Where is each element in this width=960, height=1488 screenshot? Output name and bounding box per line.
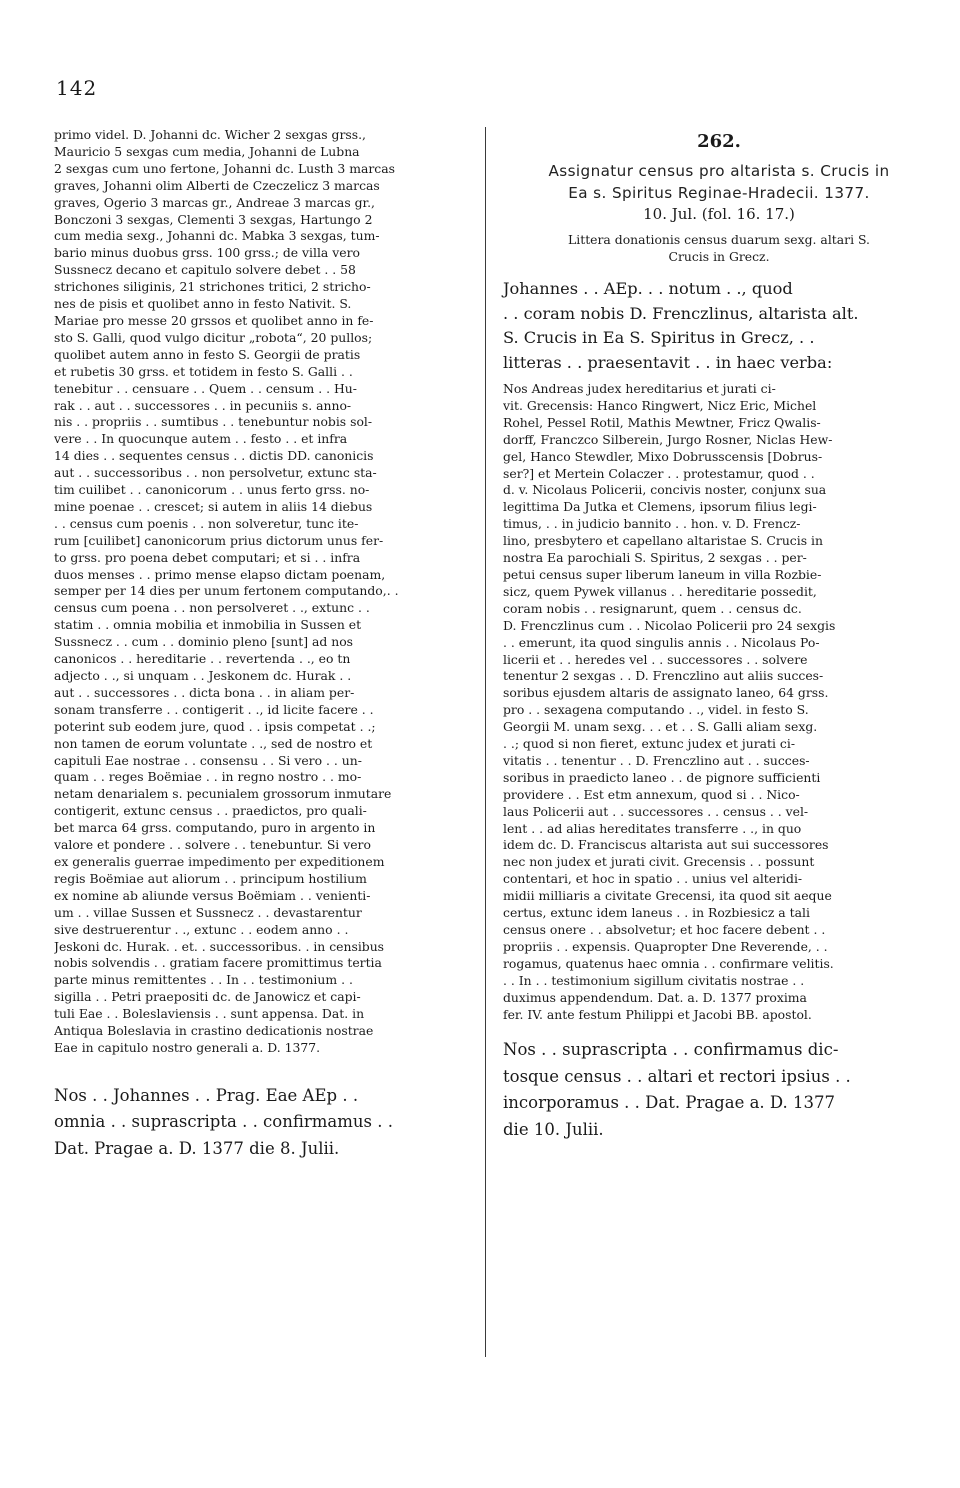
- text-line: legittima Da Jutka et Clemens, ipsorum filius legi-: [503, 499, 817, 515]
- text-line: vere . . In quocunque autem . . festo . . et infra: [54, 431, 348, 447]
- text-line: Nos Andreas judex hereditarius et jurati ci-: [503, 381, 776, 396]
- left-confirmation: [54, 1083, 478, 1163]
- text-line: capituli Eae nostrae . . consensu . . Si vero . . un-: [54, 752, 362, 768]
- text-line: 14 dies . . sequentes census . . dictis DD. canonicis: [54, 448, 374, 464]
- text-line: certus, extunc idem laneus . . in Rozbiesicz a tali: [503, 905, 810, 921]
- text-line: tenebitur . . censuare . . Quem . . censum . . Hu-: [54, 380, 357, 396]
- text-line: vitatis . . tenentur . . D. Frenczlino aut . . succes-: [503, 752, 810, 768]
- text-line: tuli Eae . . Boleslaviensis . . sunt appensa. Dat. in: [54, 1006, 365, 1022]
- text-line: Mariae pro messe 20 grssos et quolibet anno in fe-: [54, 312, 374, 328]
- heading-line: Assignatur census pro altarista s. Crucis in: [548, 162, 890, 180]
- text-line: sigilla . . Petri praepositi dc. de Janowicz et capi-: [54, 989, 361, 1005]
- text-line: mine poenae . . crescet; si autem in aliis 14 diebus: [54, 498, 373, 514]
- text-line: coram nobis . . resignarunt, quem . . census dc.: [503, 600, 802, 616]
- right-column: [503, 130, 935, 1143]
- text-line: ex nomine ab aliunde versus Boëmiam . . venienti-: [54, 887, 371, 903]
- text-line: graves, Johanni olim Alberti de Czeczelicz 3 marcas: [54, 177, 380, 193]
- confirmation-line: Dat. Pragae a. D. 1377 die 8. Julii.: [54, 1138, 340, 1158]
- text-line: valore et pondere . . solvere . . tenebuntur. Si vero: [54, 837, 371, 853]
- document-note: [503, 231, 935, 265]
- text-line: . . In . . testimonium sigillum civitatis nostrae . .: [503, 972, 805, 988]
- text-line: lino, presbytero et capellano altaristae S. Crucis in: [503, 533, 823, 549]
- text-line: bario minus duobus grss. 100 grss.; de villa vero: [54, 245, 360, 261]
- text-line: timus, . . in judicio bannito . . hon. v. D. Frencz-: [503, 516, 801, 532]
- confirmation-line: Nos . . suprascripta . . confirmamus dic-: [503, 1040, 839, 1060]
- text-line: nes de pisis et quolibet anno in festo Nativit. S.: [54, 296, 352, 312]
- text-line: nec non judex et jurati civit. Grecensis . . possunt: [503, 854, 815, 870]
- text-line: cum media sexg., Johanni dc. Mabka 3 sexgas, tum-: [54, 228, 380, 244]
- text-line: Rohel, Pessel Rotil, Mathis Mewtner, Fricz Qwalis-: [503, 414, 821, 430]
- text-line: . . emerunt, ita quod singulis annis . . Nicolaus Po-: [503, 634, 820, 650]
- text-line: contentari, et hoc in spatio . . unius vel alteridi-: [503, 871, 803, 887]
- text-line: Georgii M. unam sexg. . . et . . S. Galli aliam sexg.: [503, 719, 818, 735]
- text-line: idem dc. D. Franciscus altarista aut sui successores: [503, 837, 829, 853]
- text-line: strichones siliginis, 21 strichones tritici, 2 stricho-: [54, 279, 371, 295]
- text-line: quolibet autem anno in festo S. Georgii de pratis: [54, 346, 361, 362]
- text-line: Sussnecz . . cum . . dominio pleno [sunt] ad nos: [54, 634, 354, 650]
- text-line: statim . . omnia mobilia et inmobilia in Sussen et: [54, 617, 362, 633]
- text-line: ex generalis guerrae impedimento per expeditionem: [54, 853, 385, 869]
- text-line: Bonczoni 3 sexgas, Clementi 3 sexgas, Hartungo 2: [54, 211, 373, 227]
- text-line: providere . . Est etm annexum, quod si . . Nico-: [503, 786, 800, 802]
- text-line: sonam transferre . . contigerit . ., id licite facere . .: [54, 701, 374, 717]
- text-line: Jeskoni dc. Hurak. . et. . successoribus. . in censibus: [54, 938, 385, 954]
- text-line: nis . . propriis . . sumtibus . . tenebuntur nobis sol-: [54, 414, 373, 430]
- text-line: tim cuilibet . . canonicorum . . unus ferto grss. no-: [54, 482, 370, 498]
- text-line: Mauricio 5 sexgas cum media, Johanni de Lubna: [54, 143, 360, 159]
- right-confirmation: [503, 1037, 935, 1143]
- text-line: duximus appendendum. Dat. a. D. 1377 proxima: [503, 989, 807, 1005]
- text-line: aut . . successoribus . . non persolvetur, extunc sta-: [54, 465, 377, 481]
- document-number: 262.: [697, 131, 741, 152]
- note-line: Littera donationis census duarum sexg. altari S.: [568, 232, 870, 247]
- page-number: 142: [56, 76, 98, 100]
- heading-line: Ea s. Spiritus Reginae-Hradecii. 1377.: [568, 184, 870, 202]
- text-line: to grss. pro poena debet computari; et si . . infra: [54, 549, 361, 565]
- text-line: vit. Grecensis: Hanco Ringwert, Nicz Eric, Michel: [503, 397, 817, 413]
- text-line: pro . . sexagena computando . ., videl. in festo S.: [503, 702, 809, 718]
- column-divider: [485, 127, 486, 1357]
- text-line: laus Policerii aut . . successores . . census . . vel-: [503, 803, 809, 819]
- text-line: contigerit, extunc census . . praedictos, pro quali-: [54, 803, 367, 819]
- confirmation-line: omnia . . suprascripta . . confirmamus . .: [54, 1112, 393, 1132]
- text-line: graves, Ogerio 3 marcas gr., Andreae 3 marcas gr.,: [54, 194, 375, 210]
- text-line: sto S. Galli, quod vulgo dicitur „robota“, 20 pullos;: [54, 329, 373, 345]
- intro-line: . . coram nobis D. Frenczlinus, altarista alt.: [503, 303, 859, 323]
- text-line: rogamus, quatenus haec omnia . . confirmare velitis.: [503, 955, 834, 971]
- text-line: netam denarialem s. pecunialem grossorum inmutare: [54, 786, 392, 802]
- text-line: regis Boëmiae aut aliorum . . principum hostilium: [54, 870, 367, 886]
- text-line: propriis . . expensis. Quapropter Dne Reverende, . .: [503, 938, 828, 954]
- intro-line: Johannes . . AEp. . . notum . ., quod: [503, 279, 793, 298]
- text-line: semper per 14 dies per unum fertonem computando,. .: [54, 583, 399, 599]
- text-line: duos menses . . primo mense elapso dictam poenam,: [54, 566, 386, 582]
- text-line: lent . . ad alias hereditates transferre . ., in quo: [503, 820, 802, 836]
- text-line: Antiqua Boleslavia in crastino dedicationis nostrae: [54, 1023, 374, 1039]
- document-intro: [503, 277, 935, 375]
- text-line: petui census super liberum laneum in villa Rozbie-: [503, 566, 822, 582]
- text-line: d. v. Nicolaus Policerii, concivis noster, conjunx sua: [503, 482, 827, 498]
- text-line: nostra Ea parochiali S. Spiritus, 2 sexgas . . per-: [503, 550, 807, 566]
- confirmation-line: Nos . . Johannes . . Prag. Eae AEp . .: [54, 1085, 359, 1105]
- text-line: . . census cum poenis . . non solveretur, tunc ite-: [54, 515, 359, 531]
- text-line: tenentur 2 sexgas . . D. Frenczlino aut aliis succes-: [503, 668, 824, 684]
- text-line: ser?] et Mertein Colaczer . . protestamur, quod . .: [503, 465, 815, 481]
- text-line: soribus in praedicto laneo . . de pignore sufficienti: [503, 769, 821, 785]
- text-line: census onere . . absolvetur; et hoc facere debent . .: [503, 922, 826, 937]
- text-line: bet marca 64 grss. computando, puro in argento in: [54, 820, 376, 836]
- text-line: dorff, Franczco Silberein, Jurgo Rosner, Niclas Hew-: [503, 431, 833, 447]
- text-line: Eae in capitulo nostro generali a. D. 1377.: [54, 1039, 321, 1055]
- text-line: parte minus remittentes . . In . . testimonium . .: [54, 972, 353, 988]
- intro-line: litteras . . praesentavit . . in haec verba:: [503, 352, 833, 372]
- confirmation-line: incorporamus . . Dat. Pragae a. D. 1377: [503, 1093, 836, 1113]
- text-line: 2 sexgas cum uno fertone, Johanni dc. Lusth 3 marcas: [54, 160, 395, 176]
- document-heading: [503, 160, 935, 204]
- confirmation-line: die 10. Julii.: [503, 1119, 604, 1139]
- text-line: primo videl. D. Johanni dc. Wicher 2 sexgas grss.,: [54, 127, 366, 142]
- intro-line: S. Crucis in Ea S. Spiritus in Grecz, . .: [503, 328, 815, 347]
- text-line: soribus ejusdem altaris de assignato laneo, 64 grss.: [503, 685, 829, 701]
- text-line: aut . . successores . . dicta bona . . in aliam per-: [54, 684, 355, 700]
- text-line: Sussnecz decano et capitulo solvere debet . . 58: [54, 262, 356, 278]
- text-line: sive destruerentur . ., extunc . . eodem anno . .: [54, 921, 349, 937]
- text-line: . .; quod si non fieret, extunc judex et jurati ci-: [503, 736, 796, 752]
- left-body-text: [54, 127, 478, 1057]
- text-line: rak . . aut . . successores . . in pecuniis s. anno-: [54, 397, 352, 413]
- text-line: gel, Hanco Stewdler, Mixo Dobrusscensis [Dobrus-: [503, 448, 823, 464]
- text-line: um . . villae Sussen et Sussnecz . . devastarentur: [54, 904, 362, 920]
- text-line: adjecto . ., si unquam . . Jeskonem dc. Hurak . .: [54, 668, 352, 683]
- text-line: D. Frenczlinus cum . . Nicolao Policerii pro 24 sexgis: [503, 617, 836, 633]
- note-line: Crucis in Grecz.: [668, 249, 770, 264]
- text-line: canonicos . . hereditarie . . revertenda . ., eo tn: [54, 651, 351, 667]
- text-line: rum [cuilibet] canonicorum prius dictorum unus fer-: [54, 532, 384, 548]
- text-line: nobis solvendis . . gratiam facere promittimus tertia: [54, 955, 382, 971]
- right-body-text: [503, 381, 935, 1023]
- text-line: et rubetis 30 grss. et totidem in festo S. Galli . .: [54, 363, 353, 379]
- text-line: census cum poena . . non persolveret . ., extunc . .: [54, 600, 370, 616]
- text-line: licerii et . . heredes vel . . successores . . solvere: [503, 651, 808, 667]
- text-line: sicz, quem Pywek villanus . . hereditarie possedit,: [503, 583, 817, 599]
- text-line: non tamen de eorum voluntate . ., sed de nostro et: [54, 735, 373, 751]
- confirmation-line: tosque census . . altari et rectori ipsius . .: [503, 1066, 851, 1086]
- document-date: 10. Jul. (fol. 16. 17.): [643, 205, 795, 223]
- text-line: midii milliaris a civitate Grecensi, ita quod sit aeque: [503, 888, 832, 904]
- text-line: quam . . reges Boëmiae . . in regno nostro . . mo-: [54, 769, 362, 785]
- left-column: [54, 127, 478, 1162]
- text-line: poterint sub eodem jure, quod . . ipsis competat . .;: [54, 718, 376, 734]
- text-line: fer. IV. ante festum Philippi et Jacobi BB. apostol.: [503, 1006, 812, 1022]
